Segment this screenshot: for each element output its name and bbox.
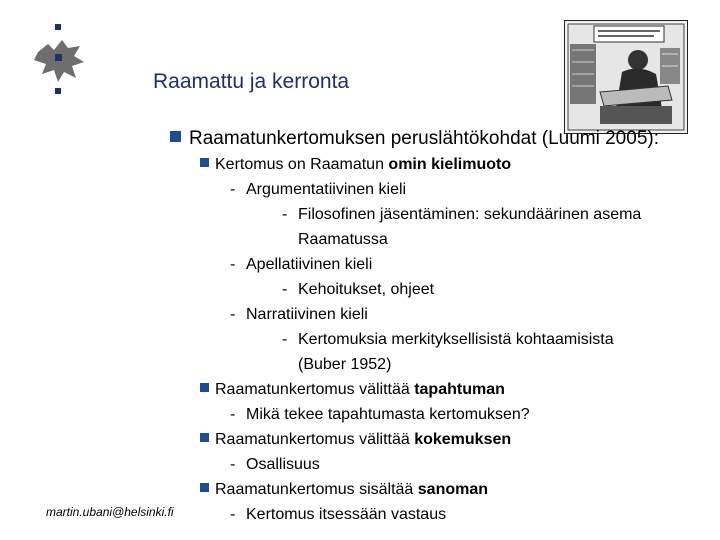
list-item: Kertomus on Raamatun omin kielimuoto xyxy=(200,154,511,176)
list-item: - Kertomus itsessään vastaus xyxy=(230,506,447,523)
footer-email: martin.ubani@helsinki.fi xyxy=(46,505,174,519)
square-bullet-icon xyxy=(170,131,181,142)
list-item: - Kehoitukset, ohjeet xyxy=(282,281,435,298)
woodcut-illustration xyxy=(564,20,688,134)
square-bullet-icon xyxy=(200,158,209,167)
list-item: - Mikä tekee tapahtumasta kertomuksen? xyxy=(230,406,530,423)
square-bullet-icon xyxy=(200,433,209,442)
list-item: - Argumentatiivinen kieli xyxy=(230,181,407,198)
slide-title: Raamattu ja kerronta xyxy=(153,70,350,93)
main-bullet: Raamatunkertomuksen peruslähtökohdat (Luumi 2005): xyxy=(170,128,659,150)
list-item: - Osallisuus xyxy=(230,456,320,473)
list-item: Raamatussa xyxy=(298,231,388,248)
square-bullet-icon xyxy=(200,383,209,392)
list-item: - Kertomuksia merkityksellisistä kohtaamisista xyxy=(282,331,614,348)
list-item: - Apellatiivinen kieli xyxy=(230,256,373,273)
list-item: Raamatunkertomus välittää tapahtuman xyxy=(200,379,505,401)
list-item: - Filosofinen jäsentäminen: sekundäärinen asema xyxy=(282,206,642,223)
list-item: - Narratiivinen kieli xyxy=(230,306,368,323)
university-logo xyxy=(28,22,92,96)
list-item: (Buber 1952) xyxy=(298,356,392,373)
list-item: Raamatunkertomus välittää kokemuksen xyxy=(200,429,511,451)
square-bullet-icon xyxy=(200,483,209,492)
list-item: Raamatunkertomus sisältää sanoman xyxy=(200,479,488,501)
